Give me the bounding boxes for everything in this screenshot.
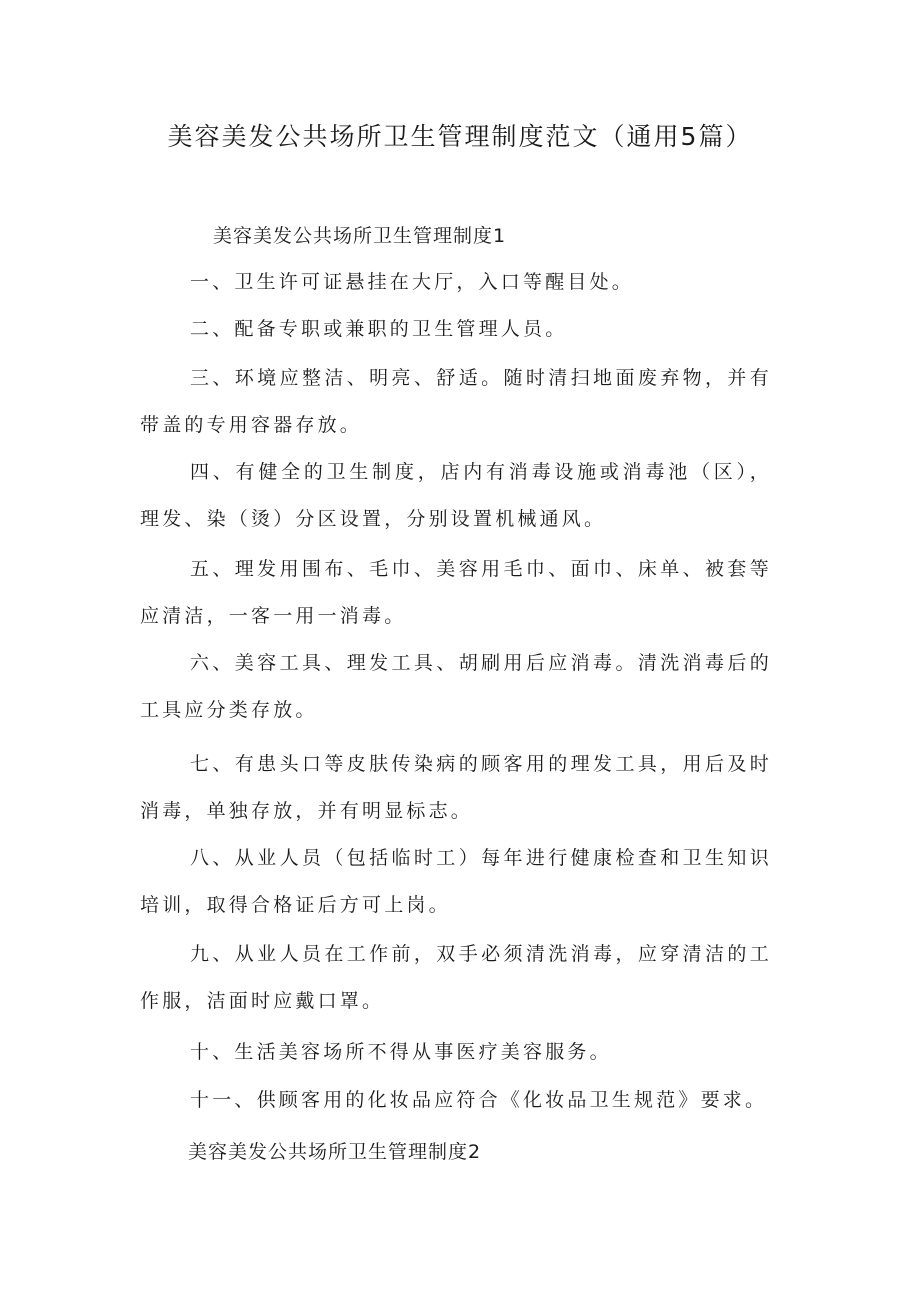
paragraph-7: 七、有患头口等皮肤传染病的顾客用的理发工具，用后及时消毒，单独存放，并有明显标志。 xyxy=(140,753,772,822)
paragraph-1: 一、卫生许可证悬挂在大厅，入口等醒目处。 xyxy=(190,271,635,293)
paragraph-5: 五、理发用围布、毛巾、美容用毛巾、面巾、床单、被套等应清洁，一客一用一消毒。 xyxy=(140,558,772,627)
paragraph-6: 六、美容工具、理发工具、胡刷用后应消毒。清洗消毒后的工具应分类存放。 xyxy=(140,652,772,721)
paragraph-9: 九、从业人员在工作前，双手必须清洗消毒，应穿清洁的工作服，洁面时应戴口罩。 xyxy=(140,943,772,1012)
paragraph-4: 四、有健全的卫生制度，店内有消毒设施或消毒池（区），理发、染（烫）分区设置，分别设置机械通风。 xyxy=(140,461,772,530)
document-title: 美容美发公共场所卫生管理制度范文（通用5篇） xyxy=(167,122,753,151)
section-heading-2: 美容美发公共场所卫生管理制度2 xyxy=(188,1141,482,1163)
section-heading-1: 美容美发公共场所卫生管理制度1 xyxy=(213,225,507,247)
paragraph-10: 十、生活美容场所不得从事医疗美容服务。 xyxy=(190,1041,612,1063)
paragraph-11: 十一、供顾客用的化妆品应符合《化妆品卫生规范》要求。 xyxy=(190,1089,768,1111)
paragraph-8: 八、从业人员（包括临时工）每年进行健康检查和卫生知识培训，取得合格证后方可上岗。 xyxy=(140,847,772,916)
paragraph-2: 二、配备专职或兼职的卫生管理人员。 xyxy=(190,318,568,340)
paragraph-3: 三、环境应整洁、明亮、舒适。随时清扫地面废弃物，并有带盖的专用容器存放。 xyxy=(140,367,772,436)
